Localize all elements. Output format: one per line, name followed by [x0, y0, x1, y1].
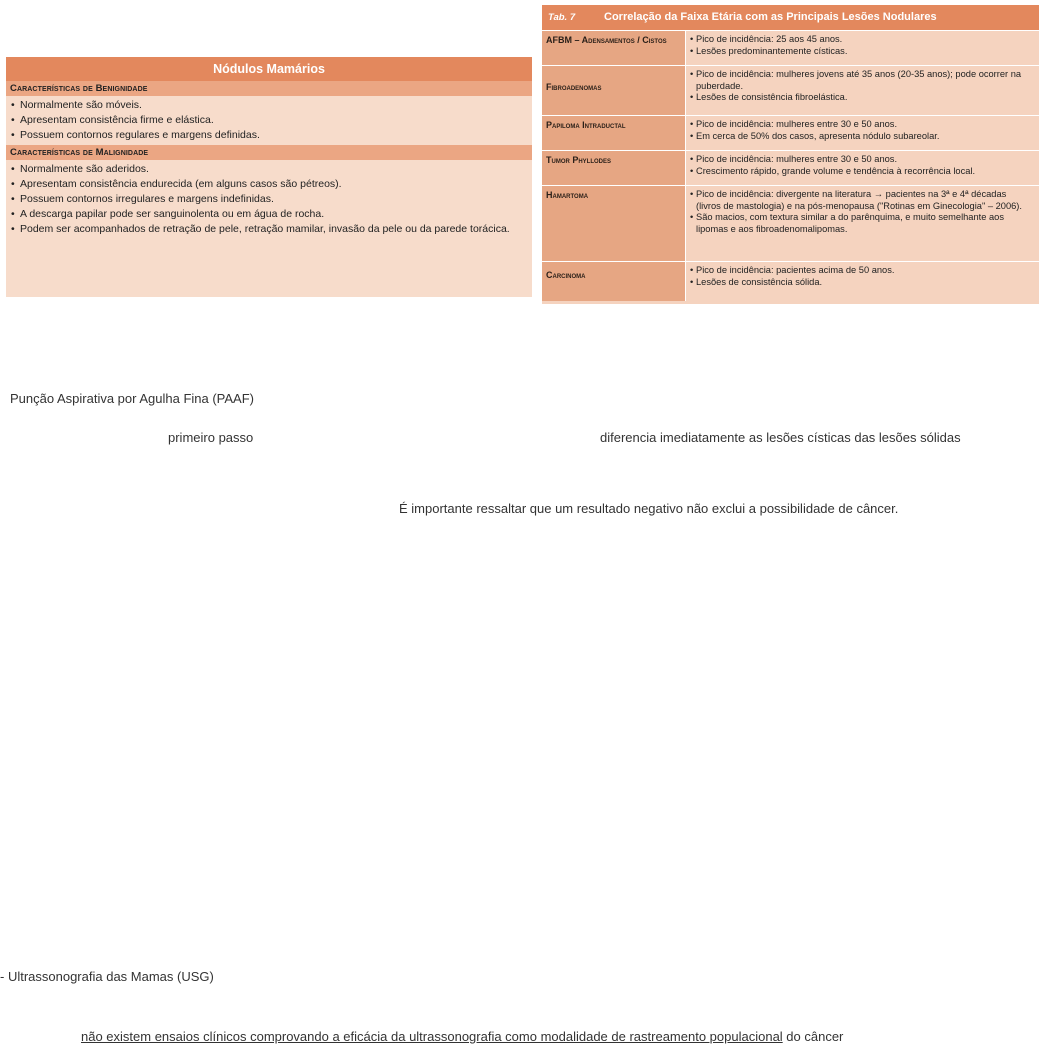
- malign-header: Características de Malignidade: [6, 145, 532, 160]
- table-row: [542, 30, 1039, 65]
- malign-list: [6, 160, 532, 239]
- row-item: • Em cerca de 50% dos casos, apresenta nódulo subareolar.: [690, 131, 1033, 143]
- list-item: • A descarga papilar pode ser sanguinolenta ou em água de rocha.: [6, 207, 532, 222]
- underlined-text: não existem ensaios clínicos comprovando a eficácia da ultrassonografia como modalidade de rastreamento populacional: [81, 1029, 783, 1044]
- list-item: • Possuem contornos regulares e margens definidas.: [6, 128, 532, 143]
- row-item: • Pico de incidência: divergente na literatura → pacientes na 3ª e 4ª décadas (livros de mastologia) e na pós-menopausa ("Rotinas em Ginecologia" – 2006).: [690, 189, 1033, 212]
- table-row: [542, 185, 1039, 261]
- usg-paragraph: [81, 1029, 843, 1044]
- row-item: • Crescimento rápido, grande volume e tendência à recorrência local.: [690, 166, 1033, 178]
- list-item: • Possuem contornos irregulares e margens indefinidas.: [6, 192, 532, 207]
- tab7-table: [542, 5, 1039, 304]
- row-label: Fibroadenomas: [542, 66, 685, 115]
- row-item: • Pico de incidência: mulheres jovens até 35 anos (20-35 anos); pode ocorrer na puberdade.: [690, 69, 1033, 92]
- row-item: • Pico de incidência: 25 aos 45 anos.: [690, 34, 1033, 46]
- benign-list: [6, 96, 532, 145]
- row-item: • Pico de incidência: pacientes acima de 50 anos.: [690, 265, 1033, 277]
- row-content: [685, 31, 1039, 65]
- row-label: Tumor Phyllodes: [542, 151, 685, 185]
- row-item: • São macios, com textura similar a do parênquima, e muito semelhante aos lipomas e aos fibroadenomalipomas.: [690, 212, 1033, 235]
- row-content: [685, 151, 1039, 185]
- table-title: Nódulos Mamários: [6, 57, 532, 81]
- list-item: • Normalmente são aderidos.: [6, 162, 532, 177]
- list-item: • Apresentam consistência endurecida (em alguns casos são pétreos).: [6, 177, 532, 192]
- list-item: • Podem ser acompanhados de retração de pele, retração mamilar, invasão da pele ou da parede torácica.: [6, 222, 532, 237]
- table-row: [542, 115, 1039, 150]
- row-item: • Lesões de consistência sólida.: [690, 277, 1033, 289]
- benign-header: Características de Benignidade: [6, 81, 532, 96]
- table-row: [542, 150, 1039, 185]
- row-item: • Pico de incidência: mulheres entre 30 e 50 anos.: [690, 119, 1033, 131]
- table-number: Tab. 7: [548, 12, 576, 23]
- row-content: [685, 262, 1039, 301]
- row-label: Hamartoma: [542, 186, 685, 261]
- list-item: • Normalmente são móveis.: [6, 98, 532, 113]
- table-row: [542, 65, 1039, 115]
- tab7-title-bar: [542, 5, 1039, 30]
- row-content: [685, 116, 1039, 150]
- row-label: Carcinoma: [542, 262, 685, 301]
- row-content: [685, 186, 1039, 261]
- primeiro-passo-text: primeiro passo: [168, 430, 254, 445]
- table-title: Correlação da Faixa Etária com as Principais Lesões Nodulares: [604, 11, 937, 23]
- diferencia-text: diferencia imediatamente as lesões císticas das lesões sólidas: [600, 430, 961, 445]
- trailing-text: do câncer: [782, 1029, 844, 1044]
- row-label: AFBM – Adensamentos / Cistos: [542, 31, 685, 65]
- usg-heading: - Ultrassonografia das Mamas (USG): [0, 969, 214, 984]
- row-item: • Lesões predominantemente císticas.: [690, 46, 1033, 58]
- importante-text: É importante ressaltar que um resultado negativo não exclui a possibilidade de câncer.: [399, 501, 899, 516]
- row-content: [685, 66, 1039, 115]
- nodulos-mamarios-table: [6, 57, 532, 297]
- list-item: • Apresentam consistência firme e elástica.: [6, 113, 532, 128]
- row-item: • Lesões de consistência fibroelástica.: [690, 92, 1033, 104]
- row-label: Papiloma Intraductal: [542, 116, 685, 150]
- paaf-heading: Punção Aspirativa por Agulha Fina (PAAF): [10, 391, 254, 406]
- table-row: [542, 261, 1039, 301]
- row-item: • Pico de incidência: mulheres entre 30 e 50 anos.: [690, 154, 1033, 166]
